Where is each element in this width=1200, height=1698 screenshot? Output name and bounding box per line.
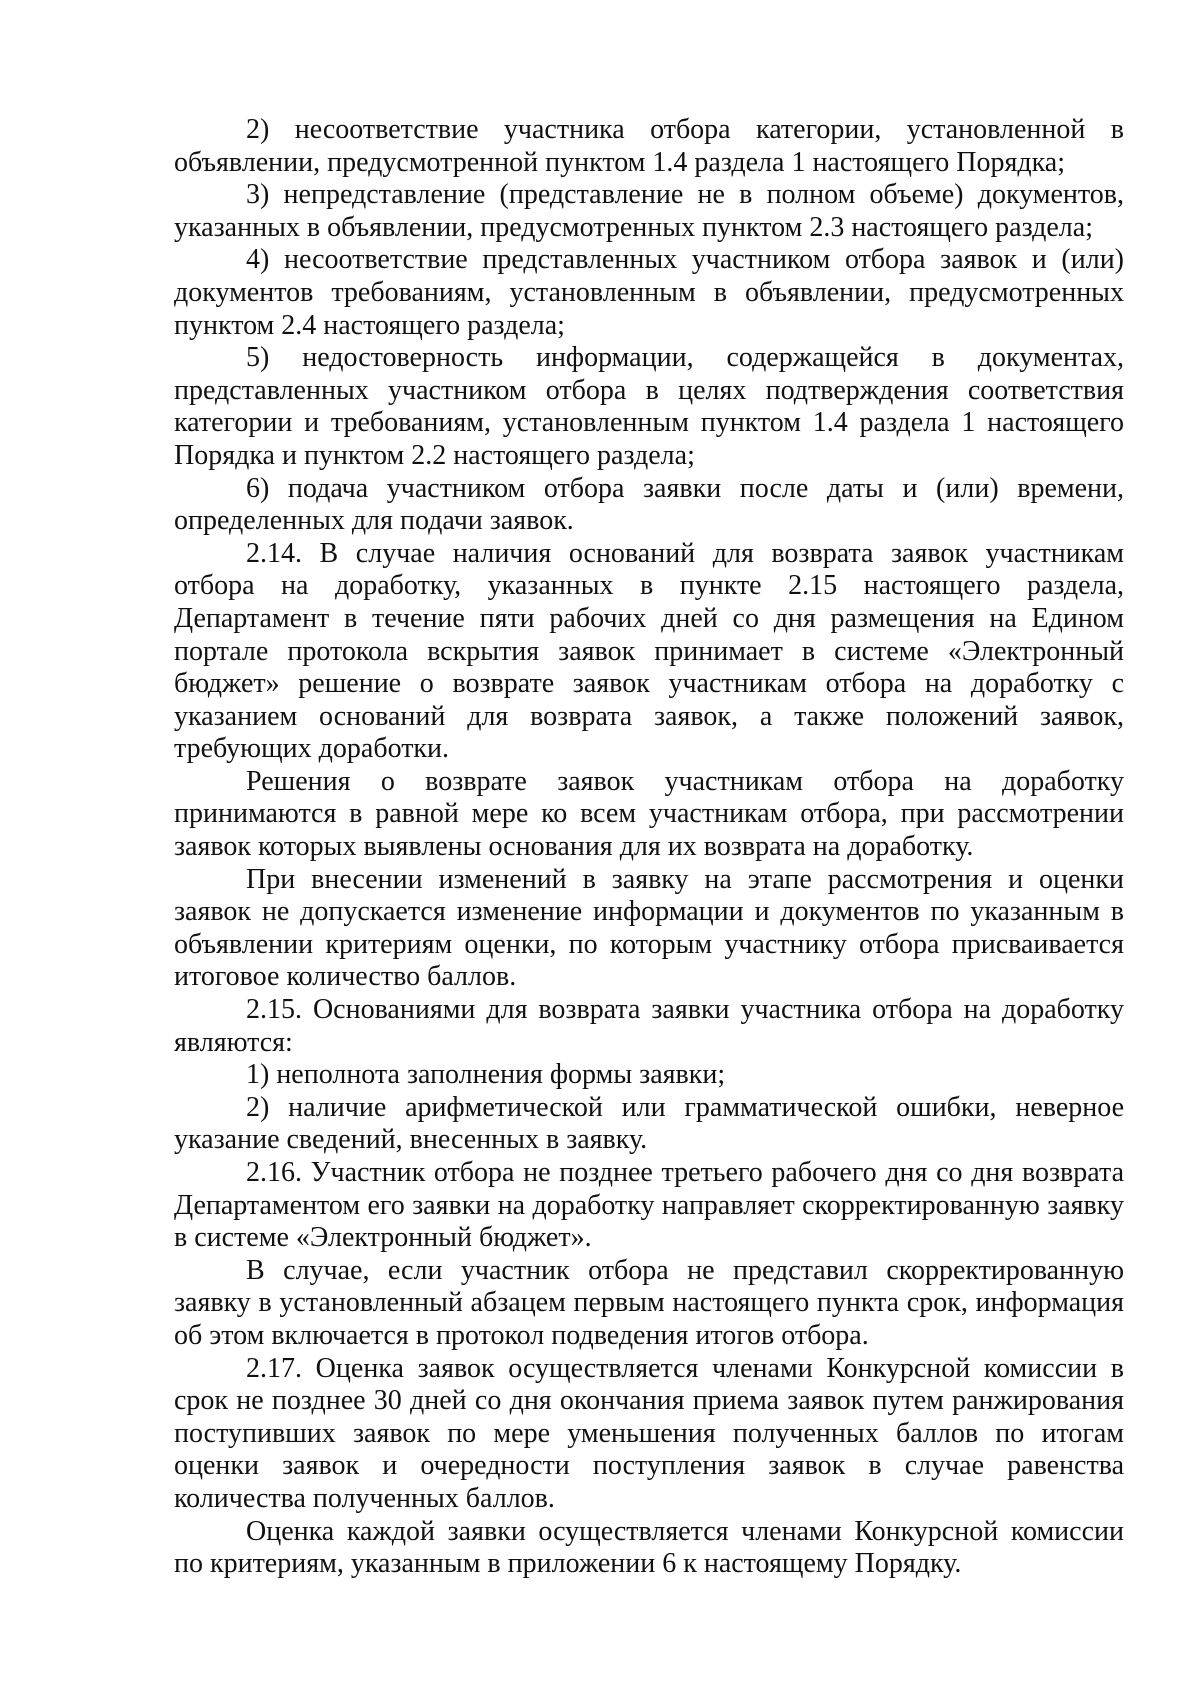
document-page bbox=[174, 114, 1124, 1581]
paragraph-item-6: 6) подача участником отбора заявки после даты и (или) времени, определенных для подачи заявок. bbox=[174, 472, 1124, 537]
paragraph-2-15-item-1: 1) неполнота заполнения формы заявки; bbox=[246, 1059, 726, 1091]
paragraph-2-16-failure: В случае, если участник отбора не представил скорректированную заявку в установленный абзацем первым настоящего пункта срок, информация об этом включается в протокол подведения итогов отбора. bbox=[174, 1254, 1124, 1351]
paragraph-2-15: 2.15. Основаниями для возврата заявки участника отбора на доработку являются: bbox=[174, 994, 1124, 1058]
paragraph-2-17-criteria: Оценка каждой заявки осуществляется членами Конкурсной комиссии по критериям, указанным в приложении 6 к настоящему Порядку. bbox=[174, 1515, 1124, 1580]
paragraph-item-3: 3) непредставление (представление не в полном объеме) документов, указанных в объявлении, предусмотренных пунктом 2.3 настоящего раздела; bbox=[174, 179, 1124, 243]
paragraph-2-14-decisions: Решения о возврате заявок участникам отбора на доработку принимаются в равной мере ко всем участникам отбора, при рассмотрении заявок которых выявлены основания для их возврата на доработку. bbox=[174, 765, 1124, 863]
paragraph-item-2: 2) несоответствие участника отбора категории, установленной в объявлении, предусмотренной пунктом 1.4 раздела 1 настоящего Порядка; bbox=[174, 114, 1124, 178]
paragraph-2-17: 2.17. Оценка заявок осуществляется членами Конкурсной комиссии в срок не позднее 30 дней со дня окончания приема заявок путем ранжирования поступивших заявок по мере уменьшения полученных баллов по итогам оценки заявок и очередности поступления заявок в случае равенства количества полученных баллов. bbox=[174, 1352, 1124, 1514]
paragraph-2-14: 2.14. В случае наличия оснований для возврата заявок участникам отбора на доработку, указанных в пункте 2.15 настоящего раздела, Департамент в течение пяти рабочих дней со дня размещения на Едином портале протокола вскрытия заявок принимает в системе «Электронный бюджет» решение о возврате заявок участникам отбора на доработку с указанием оснований для возврата заявок, а также положений заявок, требующих доработки. bbox=[174, 537, 1124, 765]
paragraph-2-14-changes: При внесении изменений в заявку на этапе рассмотрения и оценки заявок не допускается изменение информации и документов по указанным в объявлении критериям оценки, по которым участнику отбора присваивается итоговое количество баллов. bbox=[174, 863, 1124, 993]
paragraph-2-16: 2.16. Участник отбора не позднее третьего рабочего дня со дня возврата Департаментом его заявки на доработку направляет скорректированную заявку в системе «Электронный бюджет». bbox=[174, 1157, 1124, 1254]
paragraph-item-5: 5) недостоверность информации, содержащейся в документах, представленных участником отбора в целях подтверждения соответствия категории и требованиям, установленным пунктом 1.4 раздела 1 настоящего Порядка и пунктом 2.2 настоящего раздела; bbox=[174, 342, 1124, 471]
paragraph-2-15-item-2: 2) наличие арифметической или грамматической ошибки, неверное указание сведений, внесенных в заявку. bbox=[174, 1091, 1124, 1156]
paragraph-item-4: 4) несоответствие представленных участником отбора заявок и (или) документов требованиям, установленным в объявлении, предусмотренных пунктом 2.4 настоящего раздела; bbox=[174, 244, 1124, 341]
